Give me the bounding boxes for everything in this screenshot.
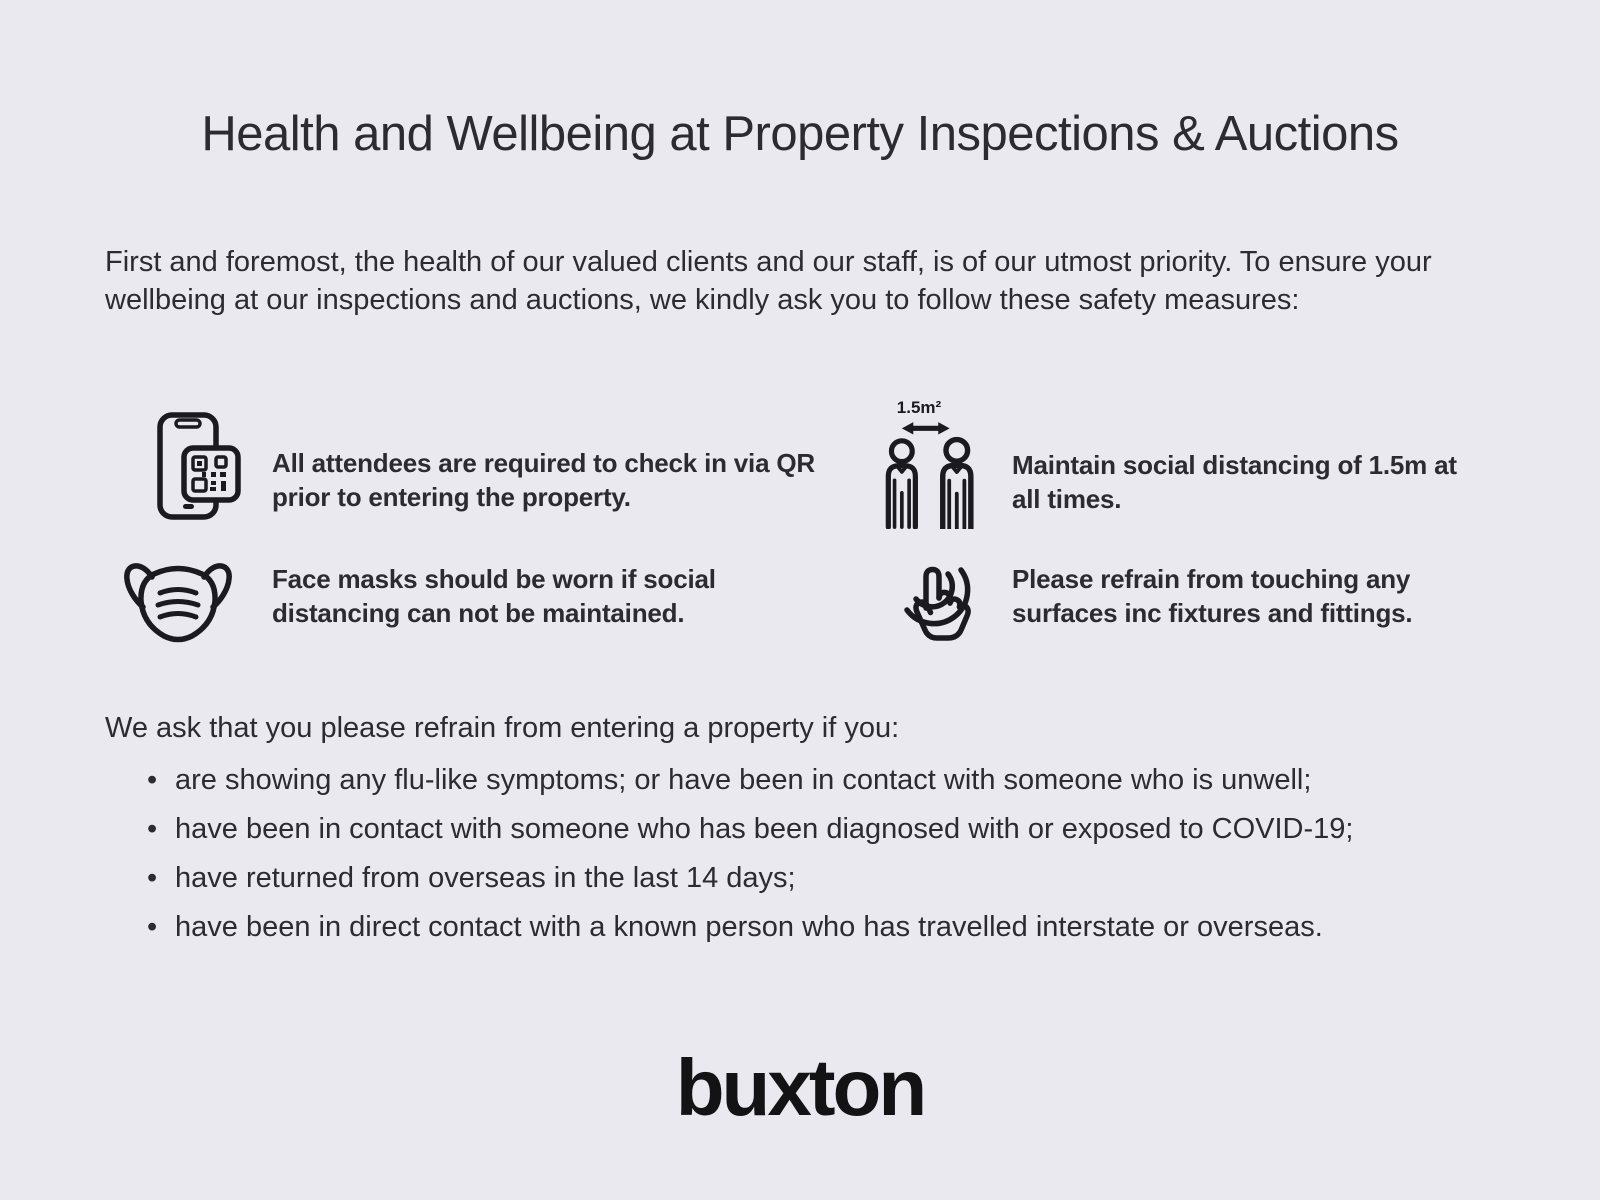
intro-paragraph: First and foremost, the health of our valued clients and our staff, is of our utmost priority. To ensure your wellbeing at our inspections and auctions, we kindly ask you to follow these safety measures: [105,246,1432,316]
face-mask-text: Face masks should be worn if social distancing can not be maintained. [272,564,716,628]
social-distance-text: Maintain social distancing of 1.5m at all times. [1012,450,1457,514]
touch-icon [884,546,992,658]
social-distance-icon [880,398,984,535]
page-title: Health and Wellbeing at Property Inspections & Auctions [201,107,1399,161]
refrain-bullet-list [147,762,1517,958]
face-mask-icon [118,556,238,648]
refrain-bullet: • have been in direct contact with a known person who has travelled interstate or overseas. [147,909,1517,945]
touch-text: Please refrain from touching any surfaces inc fixtures and fittings. [1012,564,1413,628]
refrain-bullet: • have returned from overseas in the last 14 days; [147,860,1517,896]
refrain-bullet: • have been in contact with someone who has been diagnosed with or exposed to COVID-19; [147,811,1517,847]
distance-label: 1.5m² [896,398,942,417]
refrain-heading: We ask that you please refrain from entering a property if you: [105,712,900,744]
buxton-logo: buxton [675,1043,925,1132]
qr-checkin-text: All attendees are required to check in via QR prior to entering the property. [272,448,815,512]
phone-qr-icon [138,410,246,522]
refrain-bullet: • are showing any flu-like symptoms; or have been in contact with someone who is unwell; [147,762,1517,798]
